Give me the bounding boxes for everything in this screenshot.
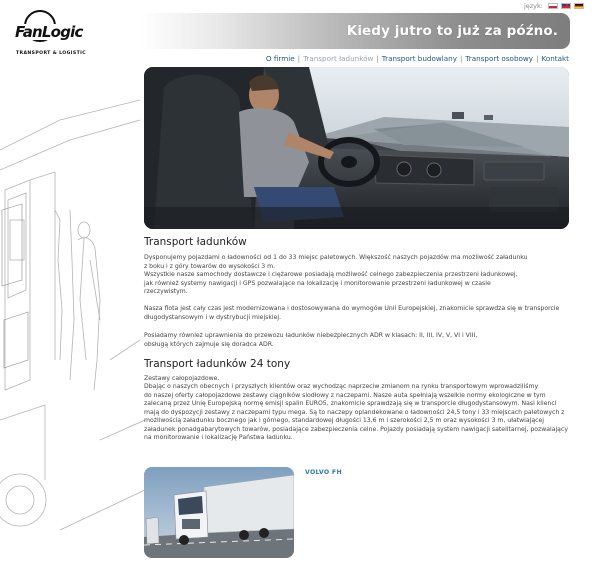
hero-image-truck-cab bbox=[144, 67, 569, 229]
text-line: Wszystkie nasze samochody dostawcze i ciężarowe posiadają możliwość celnego zabezpieczenia przestrzeni ładunkowej, bbox=[144, 271, 518, 278]
nav-separator: | bbox=[459, 54, 463, 63]
logo-tagline: TRANSPORT & LOGISTIC bbox=[16, 51, 86, 56]
text-line: możliwością załadunku bocznego jak i górnego, standardowej długości 13,6 m i szerokości 2,5 m oraz wysokości 3 m, ułatwiającej bbox=[144, 417, 544, 424]
paragraph-fleet-capacity bbox=[144, 254, 574, 297]
flag-pl-icon[interactable] bbox=[548, 3, 558, 9]
paragraph-fleet-modernization bbox=[144, 305, 574, 322]
language-selector bbox=[524, 2, 584, 10]
text-line: obsługą których zajmuje się doradca ADR. bbox=[144, 340, 274, 348]
flag-en-icon[interactable] bbox=[561, 3, 571, 9]
text-line: mają do dyspozycji zestawy z naczepami typu mega. Są to naczepy oplandekowane o ładowności 24,5 tony i 33 miejscach paletowych z bbox=[144, 408, 565, 416]
vehicle-image-volvo-fh[interactable] bbox=[144, 467, 294, 558]
paragraph-adr bbox=[144, 332, 574, 349]
text-line: jak również systemy nawigacji i GPS pozwalające na lokalizację i monitorowanie przestrzeni ładunkowej w czasie bbox=[144, 279, 491, 287]
nav-item-transport-budowlany[interactable]: Transport budowlany bbox=[381, 54, 457, 63]
text-line: długodystansowym i w dystrybucji miejskiej. bbox=[144, 313, 282, 321]
text-line: załadunek ponadgabarytowych towarów, posiadające zabezpieczenia celne. Pojazdy posiadają system nawigacji satelitarnej, pozwalający bbox=[144, 425, 568, 433]
nav-item-transport-ladunkow[interactable]: Transport ładunków bbox=[303, 54, 374, 63]
text-line: do naszej oferty całopojazdowe zestawy ciągników siodłowy z naczepami. Nasze auta spełniają wszelkie normy ekologiczne w tym bbox=[144, 391, 546, 399]
slogan-banner bbox=[140, 13, 570, 49]
nav-separator: | bbox=[297, 54, 301, 63]
nav-separator: | bbox=[536, 54, 539, 63]
text-line: Dbając o naszych obecnych i przyszłych klientów oraz wychodząc naprzeciw zmianom na rynku transportowym wprowadziliśmy bbox=[144, 383, 539, 390]
text-line: z boku i z góry towarów do wysokości 3 m. bbox=[144, 262, 276, 270]
main-content bbox=[144, 236, 574, 451]
flag-de-icon[interactable] bbox=[574, 3, 584, 9]
company-logo[interactable] bbox=[12, 10, 86, 60]
text-line: zalecaną przez Unię Europejską normę emisji spalin EURO5, znakomicie sprawdzają się w transporcie długodystansowym. Nasi klienci bbox=[144, 400, 557, 407]
section-title-24-tony: Transport ładunków 24 tony bbox=[144, 357, 291, 370]
nav-separator: | bbox=[376, 54, 379, 63]
text-line: Posiadamy również uprawnienia do przewozu ładunków niebezpiecznych ADR w klasach: II, III, IV, V, VI i VIII, bbox=[144, 332, 478, 339]
truck-sketch-decoration bbox=[0, 60, 145, 565]
vehicle-label-volvo-fh[interactable]: VOLVO FH bbox=[305, 469, 342, 476]
nav-item-o-firmie[interactable]: O firmie bbox=[265, 54, 295, 63]
slogan-text: Kiedy jutro to już za późno. bbox=[346, 23, 558, 39]
text-line: Nasza flota jest cały czas jest modernizowana i dostosowywana do wymogów Unii Europejskiej, znakomicie sprawdza się w transporcie bbox=[144, 305, 560, 312]
language-label: język: bbox=[523, 2, 543, 10]
nav-item-kontakt[interactable]: Kontakt bbox=[541, 54, 569, 63]
logo-wordmark: FanLogic bbox=[15, 23, 83, 41]
main-navigation bbox=[266, 54, 569, 63]
text-line: na monitorowanie i lokalizację Państwa ładunku. bbox=[144, 434, 293, 441]
text-line: Dysponujemy pojazdami o ładowności od 1 do 33 miejsc paletowych. Większość naszych pojazdów ma możliwość załadunku bbox=[144, 254, 528, 261]
nav-item-transport-osobowy[interactable]: Transport osobowy bbox=[465, 54, 534, 63]
text-line: rzeczywistym. bbox=[144, 288, 188, 295]
section-title-transport-ladunkow: Transport ładunków bbox=[144, 236, 247, 248]
text-line: Zestawy całopojazdowe. bbox=[144, 374, 220, 382]
paragraph-24-tony bbox=[144, 375, 574, 443]
